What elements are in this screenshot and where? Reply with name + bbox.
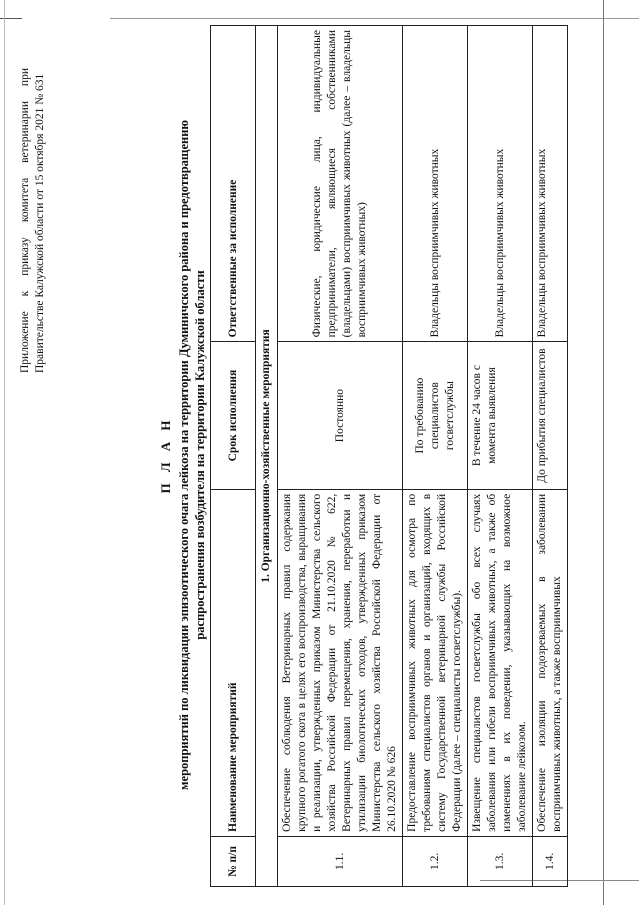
table-header-row: [211, 26, 256, 887]
table-row: [278, 26, 403, 887]
appendix-note: Приложение к приказу комитета ветеринарии при Правительстве Калужской области от 15 октября 2021 № 631: [19, 68, 46, 373]
row-resp: Владельцы восприимчивых животных: [403, 26, 468, 342]
row-name: Обеспечение соблюдения Ветеринарных правил содержания крупного рогатого скота в целях его воспроизводства, выращивания и реализации, утвержденных приказом Министерства сельского хозяйства Российской Федерации от 21.10.2020 № 622, Ветеринарных правил перемещения, хранения, переработки и утилизации биологических отходов, утвержденных приказом Министерства сельского хозяйства Российской Федерации от 26.10.2020 № 626: [278, 489, 403, 836]
row-num: 1.1.: [278, 836, 403, 886]
header-num: № п/п: [211, 836, 256, 886]
row-term: По требованию специалистов госветслужбы: [403, 342, 468, 489]
row-num: 1.2.: [403, 836, 468, 886]
title-line-2: распространения возбудителя на территории Калужской области: [193, 270, 207, 640]
row-resp: Физические, юридические лица, индивидуальные предприниматели, являющиеся собственниками (владельцами) восприимчивых животных (далее – владельцы восприимчивых животных): [278, 26, 403, 342]
title-line-1: мероприятий по ликвидации эпизоотического очага лейкоза на территории Думиничского района и предотвращению: [177, 120, 191, 790]
scan-edge: [603, 0, 604, 905]
row-name: Обеспечение изоляции подозреваемых в заболевании восприимчивых животных, а также восприимчивых: [533, 489, 568, 836]
measures-table: [210, 25, 568, 887]
header-term: Срок исполнения: [211, 342, 256, 489]
table-row: [533, 26, 568, 887]
row-term: До прибытия специалистов: [533, 342, 568, 489]
row-name: Извещение специалистов госветслужбы обо всех случаях заболевания или гибели восприимчивых животных, а также об изменениях в их поведении, указывающих на возможное заболевание лейкозом.: [468, 489, 533, 836]
table-row: [468, 26, 533, 887]
scan-edge: [4, 0, 5, 905]
row-num: 1.4.: [533, 836, 568, 886]
document-title: [158, 15, 208, 895]
row-num: 1.3.: [468, 836, 533, 886]
row-term: В течение 24 часов с момента выявления: [468, 342, 533, 489]
title-plan: П Л А Н: [158, 416, 173, 494]
row-resp: Владельцы восприимчивых животных: [533, 26, 568, 342]
header-name: Наименование мероприятий: [211, 489, 256, 836]
rotated-document-page: [10, 15, 600, 895]
header-resp: Ответственные за исполнение: [211, 26, 256, 342]
row-name: Предоставление восприимчивых животных для осмотра по требованиям специалистов органов и организаций, входящих в систему Государственной ветеринарной службы Российской Федерации (далее – специалисты госветслужбы).: [403, 489, 468, 836]
row-term: Постоянно: [278, 342, 403, 489]
row-resp: Владельцы восприимчивых животных: [468, 26, 533, 342]
table-row: [403, 26, 468, 887]
section-title: 1. Организационно-хозяйственные мероприятия: [256, 26, 278, 887]
section-row: [256, 26, 278, 887]
